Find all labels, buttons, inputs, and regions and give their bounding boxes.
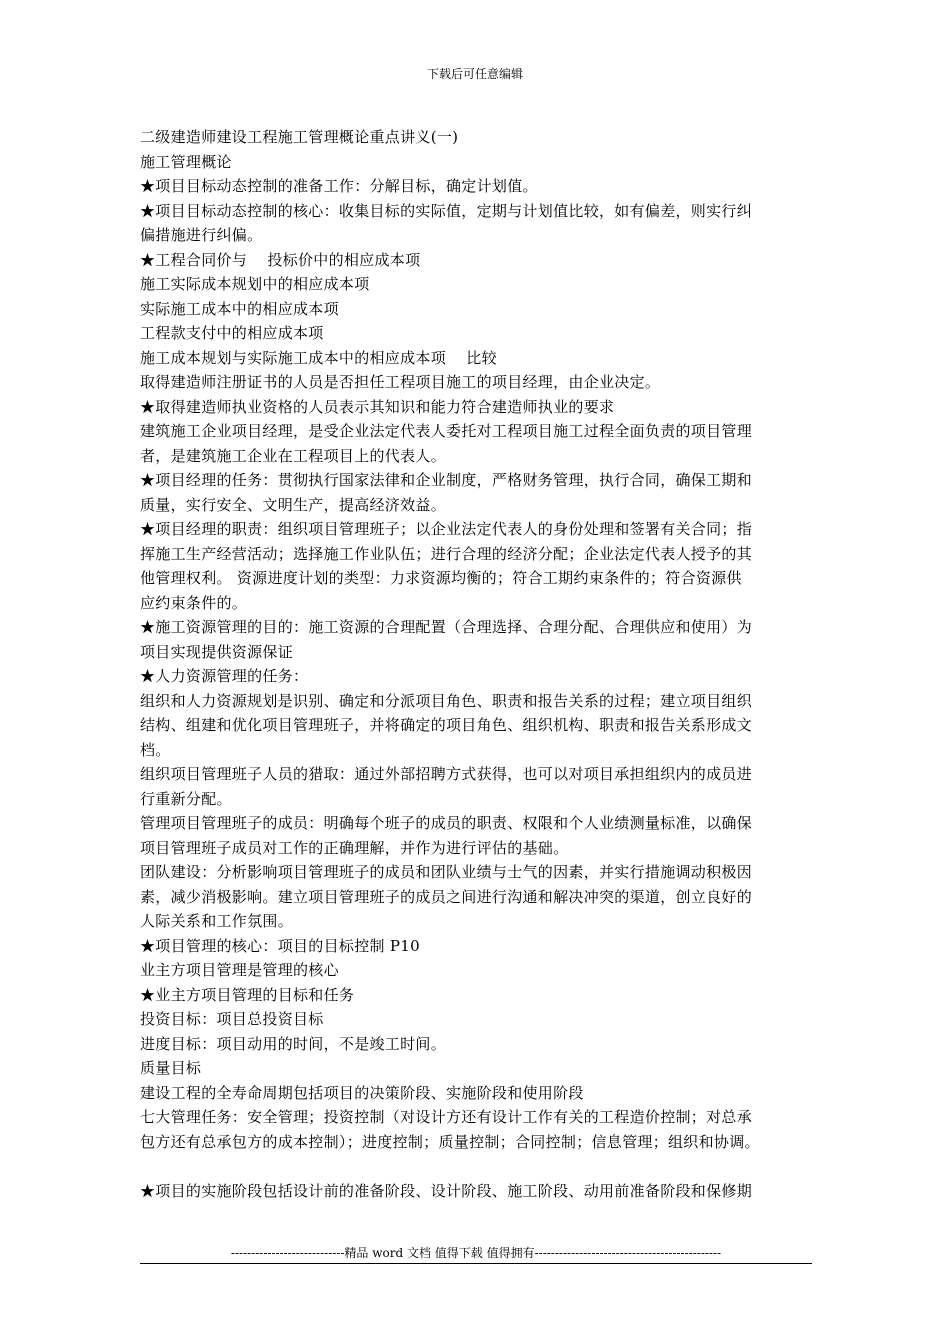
text-line: 项目实现提供资源保证 [140,642,294,661]
text-line: ★项目目标动态控制的核心：收集目标的实际值，定期与计划值比较，如有偏差，则实行纠 [140,201,753,220]
text-line: 偏措施进行纠偏。 [140,226,263,244]
page-footer: ----------------------------精品 word 文档 值得下载 值得拥有---------------------------------------------- [230,1246,722,1260]
text-line: 进度目标：项目动用的时间，不是竣工时间。 [140,1034,447,1053]
text-line: ★项目管理的核心：项目的目标控制 P10 [140,936,420,955]
text-line: 七大管理任务：安全管理；投资控制（对设计方还有设计工作有关的工程造价控制；对总承 [140,1108,753,1126]
text-line: 结构、组建和优化项目管理班子，并将确定的项目角色、组织机构、职责和报告关系形成文 [140,716,753,734]
text-line: 建设工程的全寿命周期包括项目的决策阶段、实施阶段和使用阶段 [140,1083,584,1102]
text-line: ★人力资源管理的任务： [140,667,309,685]
text-line: 实际施工成本中的相应成本项 [140,299,339,318]
text-line: 建筑施工企业项目经理，是受企业法定代表人委托对工程项目施工过程全面负责的项目管理 [140,422,753,440]
text-line: 组织和人力资源规划是识别、确定和分派项目角色、职责和报告关系的过程；建立项目组织 [140,691,753,710]
text-line: ★取得建造师执业资格的人员表示其知识和能力符合建造师执业的要求 [140,397,615,416]
page-header: 下载后可任意编辑 [426,67,523,81]
text-line: ★项目经理的任务：贯彻执行国家法律和企业制度，严格财务管理，执行合同，确保工期和 [140,471,753,489]
text-line: 人际关系和工作氛围。 [140,912,294,930]
text-line: 质量目标 [140,1059,202,1077]
text-line [140,1154,812,1179]
text-line: 应约束条件的。 [140,593,248,612]
text-line: 者，是建筑施工企业在工程项目上的代表人。 [140,446,447,465]
text-line: 施工实际成本规划中的相应成本项 [140,275,370,293]
text-line: 工程款支付中的相应成本项 [140,324,324,342]
document-body [140,125,812,1203]
text-line: 素，减少消极影响。建立项目管理班子的成员之间进行沟通和解决冲突的渠道，创立良好的 [140,887,753,906]
text-line: 管理项目管理班子的成员：明确每个班子的成员的职责、权限和个人业绩测量标准，以确保 [140,814,753,832]
text-line: ★业主方项目管理的目标和任务 [140,985,355,1004]
text-line: 团队建设：分析影响项目管理班子的成员和团队业绩与士气的因素，并实行措施调动积极因 [140,863,753,881]
text-line: 组织项目管理班子人员的猎取：通过外部招聘方式获得，也可以对项目承担组织内的成员进 [140,765,753,783]
text-line: 挥施工生产经营活动；选择施工作业队伍；进行合理的经济分配；企业法定代表人授予的其 [140,544,753,563]
text-line: 施工成本规划与实际施工成本中的相应成本项 比较 [140,348,497,367]
text-line: 行重新分配。 [140,789,232,808]
text-line: 档。 [140,740,171,759]
text-line: ★项目经理的职责：组织项目管理班子；以企业法定代表人的身份处理和签署有关合同；指 [140,520,753,538]
text-line: ★工程合同价与 投标价中的相应成本项 [140,250,421,269]
text-line: 业主方项目管理是管理的核心 [140,961,339,979]
text-line: 他管理权利。 资源进度计划的类型：力求资源均衡的；符合工期约束条件的；符合资源供 [140,569,742,587]
text-line: 取得建造师注册证书的人员是否担任工程项目施工的项目经理，由企业决定。 [140,373,661,391]
text-line: 项目管理班子成员对工作的正确理解，并作为进行评估的基础。 [140,838,569,857]
text-line: 包方还有总承包方的成本控制）；进度控制；质量控制；合同控制；信息管理；组织和协调。 [140,1132,760,1151]
text-line: 二级建造师建设工程施工管理概论重点讲义(一) [140,128,459,146]
text-line: ★项目目标动态控制的准备工作：分解目标，确定计划值。 [140,177,538,195]
text-line: ★施工资源管理的目的：施工资源的合理配置（合理选择、合理分配、合理供应和使用）为 [140,618,753,636]
text-line: 投资目标：项目总投资目标 [140,1010,324,1028]
footer-rule [140,1263,812,1264]
text-line: 质量，实行安全、文明生产，提高经济效益。 [140,495,447,514]
text-line: ★项目的实施阶段包括设计前的准备阶段、设计阶段、施工阶段、动用前准备阶段和保修期 [140,1181,753,1200]
text-line: 施工管理概论 [140,152,232,171]
